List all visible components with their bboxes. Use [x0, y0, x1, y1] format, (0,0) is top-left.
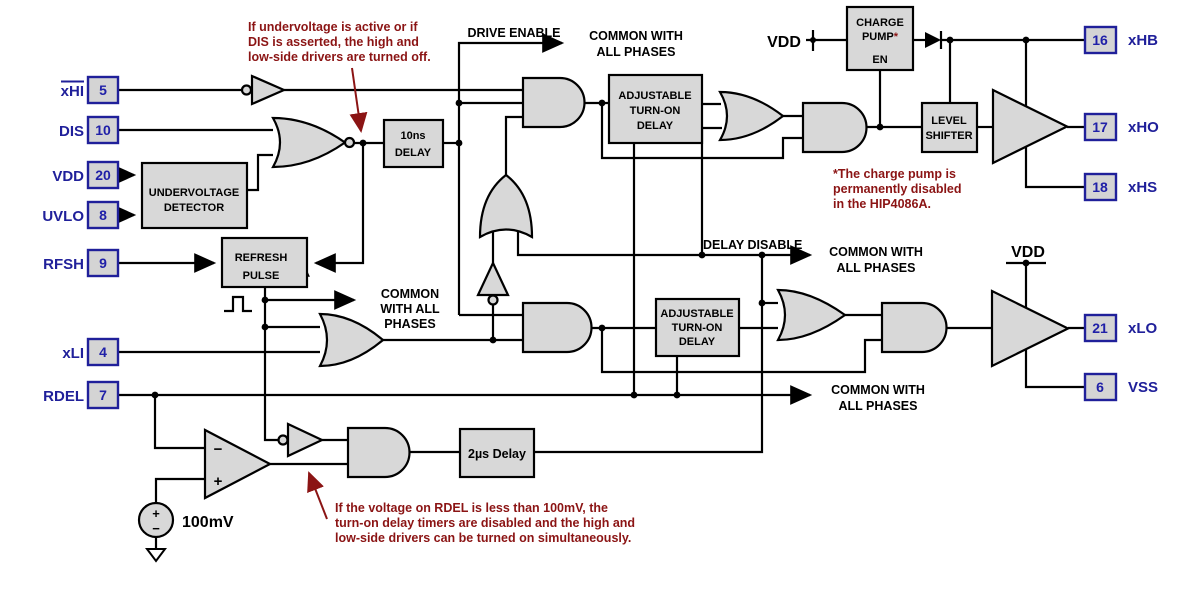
note-line: If undervoltage is active or if [248, 20, 418, 34]
svg-text:UNDERVOLTAGE [149, 187, 239, 199]
block-label: 2µs Delay [468, 447, 526, 461]
pin-number: 5 [99, 82, 107, 98]
inverter-bubble [242, 86, 251, 95]
block-label: LEVEL [931, 115, 967, 127]
pin-number: 18 [1092, 179, 1108, 195]
note-arrow [309, 473, 327, 519]
common-label: COMMON WITH [829, 245, 923, 259]
note-arrow [352, 68, 361, 131]
svg-text:PHASES [384, 317, 435, 331]
pin-label-xho: xHO [1128, 119, 1159, 136]
svg-text:LEVEL [931, 115, 967, 127]
common-label: COMMON WITH [831, 383, 925, 397]
wire [1026, 346, 1085, 387]
wire [602, 328, 882, 372]
svg-text:WITH ALL [380, 302, 440, 316]
note-line: turn-on delay timers are disabled and the high and [335, 516, 636, 530]
xhi-inverter [252, 76, 284, 104]
block-label: PUMP [861, 31, 894, 43]
charge-pump-asterisk: * [893, 31, 899, 43]
buffer-vertical [478, 263, 508, 295]
and-gate-low-final [882, 303, 947, 352]
svg-text:SHIFTER [925, 130, 972, 142]
wire [247, 155, 273, 190]
wire [1026, 145, 1085, 187]
pin-number: 6 [1096, 379, 1104, 395]
svg-text:If undervoltage is active or i [248, 20, 418, 34]
pin-label-xli: xLI [62, 345, 84, 362]
pin-label-rdel: RDEL [43, 388, 84, 405]
svg-text:DETECTOR [164, 202, 224, 214]
nor-gate [273, 118, 345, 167]
common-label: ALL PHASES [596, 45, 676, 59]
comparator-minus: − [213, 441, 223, 458]
or-gate-vertical [480, 175, 532, 237]
pin-label-xhb: xHB [1128, 32, 1159, 49]
delay-10ns-box [384, 120, 443, 167]
note-line: DIS is asserted, the high and [248, 35, 419, 49]
pin-label-rfsh: RFSH [43, 256, 84, 273]
block-label: DELAY [678, 336, 716, 348]
svg-text:ADJUSTABLE [660, 308, 733, 320]
source-minus: − [152, 521, 160, 536]
note-line: low-side drivers are turned off. [248, 50, 431, 64]
block-label: CHARGE [856, 17, 904, 29]
pin-label-xlo: xLO [1128, 320, 1158, 337]
svg-text:turn-on delay timers are disab [335, 516, 635, 530]
common-label: PHASES [384, 317, 436, 331]
and-gate-high [523, 78, 584, 127]
delay-disable-label: DELAY DISABLE [703, 238, 803, 252]
pulse-glyph [224, 297, 252, 311]
block-label: ADJUSTABLE [618, 90, 692, 102]
wire [156, 479, 205, 504]
pin-number: 20 [95, 167, 111, 183]
svg-text:TURN-ON [630, 105, 681, 117]
common-label: ALL PHASES [836, 261, 916, 275]
svg-text:DIS is asserted, the high and [248, 35, 419, 49]
svg-text:ALL PHASES [597, 45, 676, 59]
note-line: *The charge pump is [833, 167, 956, 181]
svg-text:COMMON [381, 287, 439, 301]
pins-left [42, 77, 118, 408]
svg-text:COMMON WITH [829, 245, 923, 259]
or-gate-low [778, 290, 845, 340]
en-label: EN [872, 54, 888, 66]
nor-bubble [345, 138, 354, 147]
pin-number: 16 [1092, 32, 1108, 48]
common-label: COMMON WITH [589, 29, 683, 43]
pin-number: 10 [95, 122, 111, 138]
buffer-bubble [489, 296, 498, 305]
svg-text:COMMON WITH [589, 29, 683, 43]
pins-right [1085, 27, 1159, 400]
svg-text:COMMON WITH [831, 383, 925, 397]
svg-text:EN [872, 54, 887, 66]
block-label: 10ns [400, 130, 426, 142]
pin-label-xhi: xHI [60, 83, 84, 100]
wire [155, 395, 205, 448]
note-line: permanently disabled [833, 182, 962, 196]
svg-text:DELAY [395, 147, 432, 159]
svg-text:TURN-ON [672, 322, 723, 334]
svg-text:ALL PHASES [837, 261, 916, 275]
and-gate-rdel [348, 428, 410, 477]
pin-number: 7 [99, 387, 107, 403]
common-label: COMMON [380, 287, 440, 301]
ground-symbol [147, 549, 165, 561]
wire-arrow [316, 143, 363, 263]
svg-text:DELAY [637, 120, 674, 132]
svg-text:low-side drivers are turned of [248, 50, 431, 64]
pin-number: 17 [1092, 119, 1108, 135]
svg-text:REFRESH [235, 252, 288, 264]
svg-text:*The charge pump is [833, 167, 956, 181]
pin-number: 21 [1092, 320, 1108, 336]
block-label: TURN-ON [629, 105, 681, 117]
block-label: DETECTOR [163, 202, 225, 214]
block-label: TURN-ON [671, 322, 723, 334]
block-label: SHIFTER [925, 130, 973, 142]
comparator-plus: + [213, 473, 223, 490]
block-label: ADJUSTABLE [660, 308, 734, 320]
svg-text:ALL PHASES [839, 399, 918, 413]
block-label: REFRESH [234, 252, 288, 264]
common-label: ALL PHASES [838, 399, 918, 413]
svg-text:CHARGE [856, 17, 904, 29]
level-shifter-box [922, 103, 977, 152]
note-line: low-side drivers can be turned on simultaneously. [335, 531, 632, 545]
source-plus: + [152, 506, 160, 521]
and-gate-low [523, 303, 592, 352]
vdd-label: VDD [1011, 244, 1045, 261]
svg-text:ADJUSTABLE [618, 90, 691, 102]
pin-number: 4 [99, 344, 107, 360]
rdel-inverter [288, 424, 322, 456]
or-gate-xli [320, 314, 383, 366]
svg-text:10ns [400, 130, 425, 142]
note-line: in the HIP4086A. [833, 197, 931, 211]
and-gate-high-final [803, 103, 867, 152]
or-gate-high [720, 92, 783, 140]
pin-label-dis: DIS [58, 123, 84, 140]
svg-text:PUMP* [862, 31, 899, 43]
block-label: PULSE [242, 270, 280, 282]
svg-text:If the voltage on RDEL is less [335, 501, 608, 515]
pin-number: 8 [99, 207, 107, 223]
driver-high [993, 90, 1067, 163]
block-label: DELAY [636, 120, 674, 132]
pin-label-vss: VSS [1128, 379, 1159, 396]
svg-text:PULSE [243, 270, 280, 282]
svg-text:in the HIP4086A. [833, 197, 931, 211]
wire [265, 287, 278, 440]
vdd-label: VDD [767, 34, 801, 51]
pin-number: 9 [99, 255, 107, 271]
pin-label-vdd: VDD [52, 168, 84, 185]
block-label: DELAY [394, 147, 432, 159]
svg-text:low-side drivers can be turned [335, 531, 631, 545]
ref-100mv-label: 100mV [182, 514, 234, 531]
svg-text:DELAY [679, 336, 716, 348]
common-label: WITH ALL [380, 302, 440, 316]
wire [506, 117, 523, 175]
pin-label-xhs: xHS [1128, 179, 1158, 196]
diode [925, 32, 941, 48]
note-line: If the voltage on RDEL is less than 100mV, the [335, 501, 608, 515]
block-label: UNDERVOLTAGE [148, 187, 240, 199]
pin-label-uvlo: UVLO [42, 208, 84, 225]
driver-low [992, 291, 1068, 366]
svg-text:permanently disabled [833, 182, 962, 196]
drive-enable-label: DRIVE ENABLE [467, 26, 561, 40]
inverter-bubble [279, 436, 288, 445]
